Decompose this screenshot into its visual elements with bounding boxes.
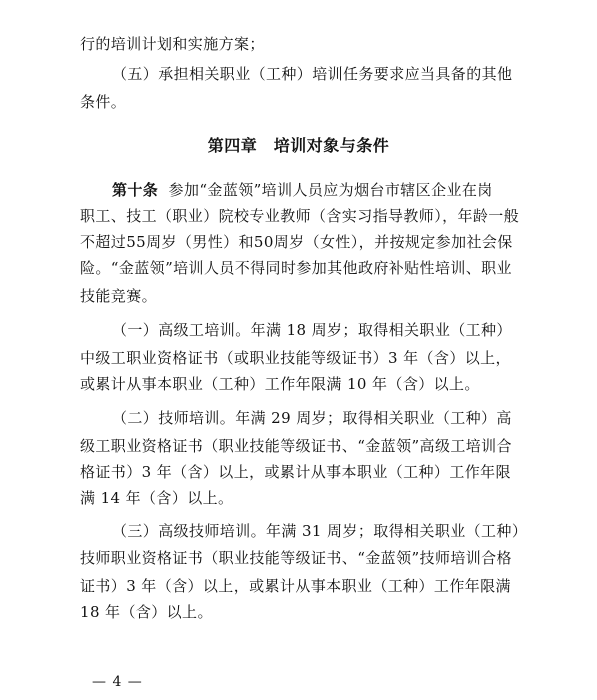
text-line: 证书）3 年（含）以上，或累计从事本职业（工种）工作年限满 [80,577,511,595]
article-first-line [112,180,520,200]
text-line: （三）高级技师培训。年满 31 周岁；取得相关职业（工种） [112,522,528,540]
text-line: （一）高级工培训。年满 18 周岁；取得相关职业（工种） [112,321,512,339]
text-line: 条件。 [80,93,127,111]
text-line: 技能竞赛。 [80,287,158,305]
chapter-heading: 第四章 培训对象与条件 [207,136,390,155]
text-line: 级工职业资格证书（职业技能等级证书、“金蓝领”高级工培训合 [80,437,512,455]
text-line: 格证书）3 年（含）以上，或累计从事本职业（工种）工作年限 [80,463,511,481]
text-line: 不超过55周岁（男性）和50周岁（女性），并按规定参加社会保 [80,233,513,251]
text-line: （五）承担相关职业（工种）培训任务要求应当具备的其他 [112,65,513,83]
text-line: 险。“金蓝领”培训人员不得同时参加其他政府补贴性培训、职业 [80,259,512,277]
page-number: — 4 — [92,674,143,690]
article-text: 参加“金蓝领”培训人员应为烟台市辖区企业在岗 [168,181,493,199]
text-line: 18 年（含）以上。 [80,603,213,621]
text-line: 行的培训计划和实施方案； [80,35,265,53]
text-line: 或累计从事本职业（工种）工作年限满 10 年（含）以上。 [80,375,480,393]
text-line: （二）技师培训。年满 29 周岁；取得相关职业（工种）高 [112,409,512,427]
text-line: 职工、技工（职业）院校专业教师（含实习指导教师），年龄一般 [80,207,520,225]
text-line: 中级工职业资格证书（或职业技能等级证书）3 年（含）以上， [80,349,511,367]
article-label: 第十条 [112,181,159,199]
text-line: 满 14 年（含）以上。 [80,489,234,507]
text-line: 技师职业资格证书（职业技能等级证书、“金蓝领”技师培训合格 [80,549,512,567]
